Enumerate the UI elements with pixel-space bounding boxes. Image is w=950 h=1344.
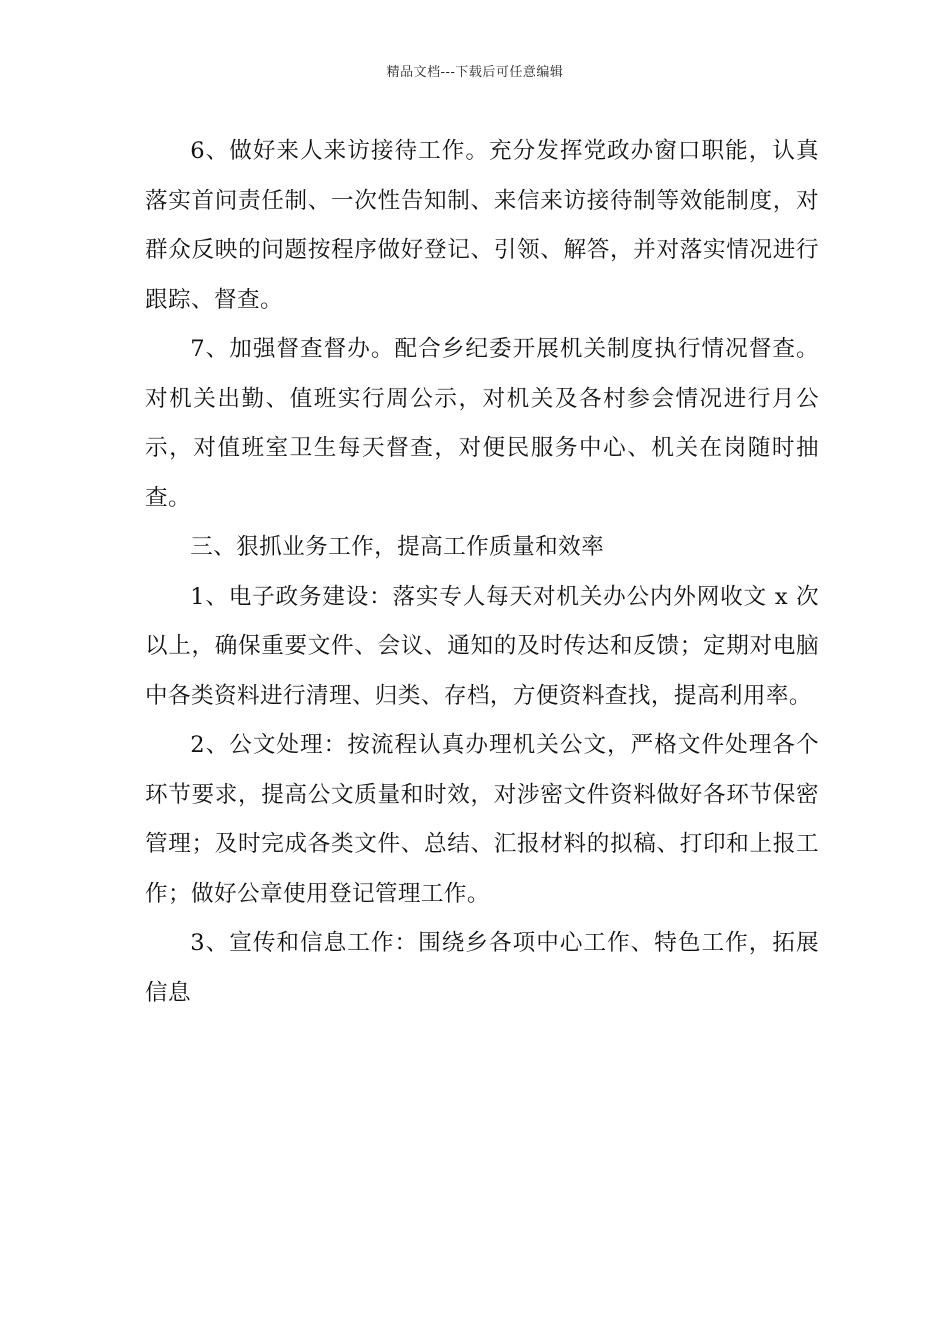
paragraph-e-government: 1、电子政务建设：落实专人每天对机关办公内外网收文 x 次以上，确保重要文件、会议、通知的及时传达和反馈；定期对电脑中各类资料进行清理、归类、存档，方便资料查找，提高利用率。 xyxy=(145,583,819,709)
section-heading-3: 三、狠抓业务工作，提高工作质量和效率 xyxy=(190,534,605,560)
paragraph-item-7: 7、加强督查督办。配合乡纪委开展机关制度执行情况督查。对机关出勤、值班实行周公示，对机关及各村参会情况进行月公示，对值班室卫生每天督查，对便民服务中心、机关在岗随时抽查。 xyxy=(145,336,819,511)
page-header: 精品文档---下载后可任意编辑 xyxy=(386,65,564,80)
paragraph-publicity-info: 3、宣传和信息工作：围绕乡各项中心工作、特色工作，拓展信息 xyxy=(145,930,819,1006)
document-body xyxy=(145,127,819,1018)
paragraph-item-6: 6、做好来人来访接待工作。充分发挥党政办窗口职能，认真落实首问责任制、一次性告知制、来信来访接待制等效能制度，对群众反映的问题按程序做好登记、引领、解答，并对落实情况进行跟踪、督查。 xyxy=(145,138,819,313)
paragraph-document-processing: 2、公文处理：按流程认真办理机关公文，严格文件处理各个环节要求，提高公文质量和时效，对涉密文件资料做好各环节保密管理；及时完成各类文件、总结、汇报材料的拟稿、打印和上报工作；做好公章使用登记管理工作。 xyxy=(145,732,819,907)
